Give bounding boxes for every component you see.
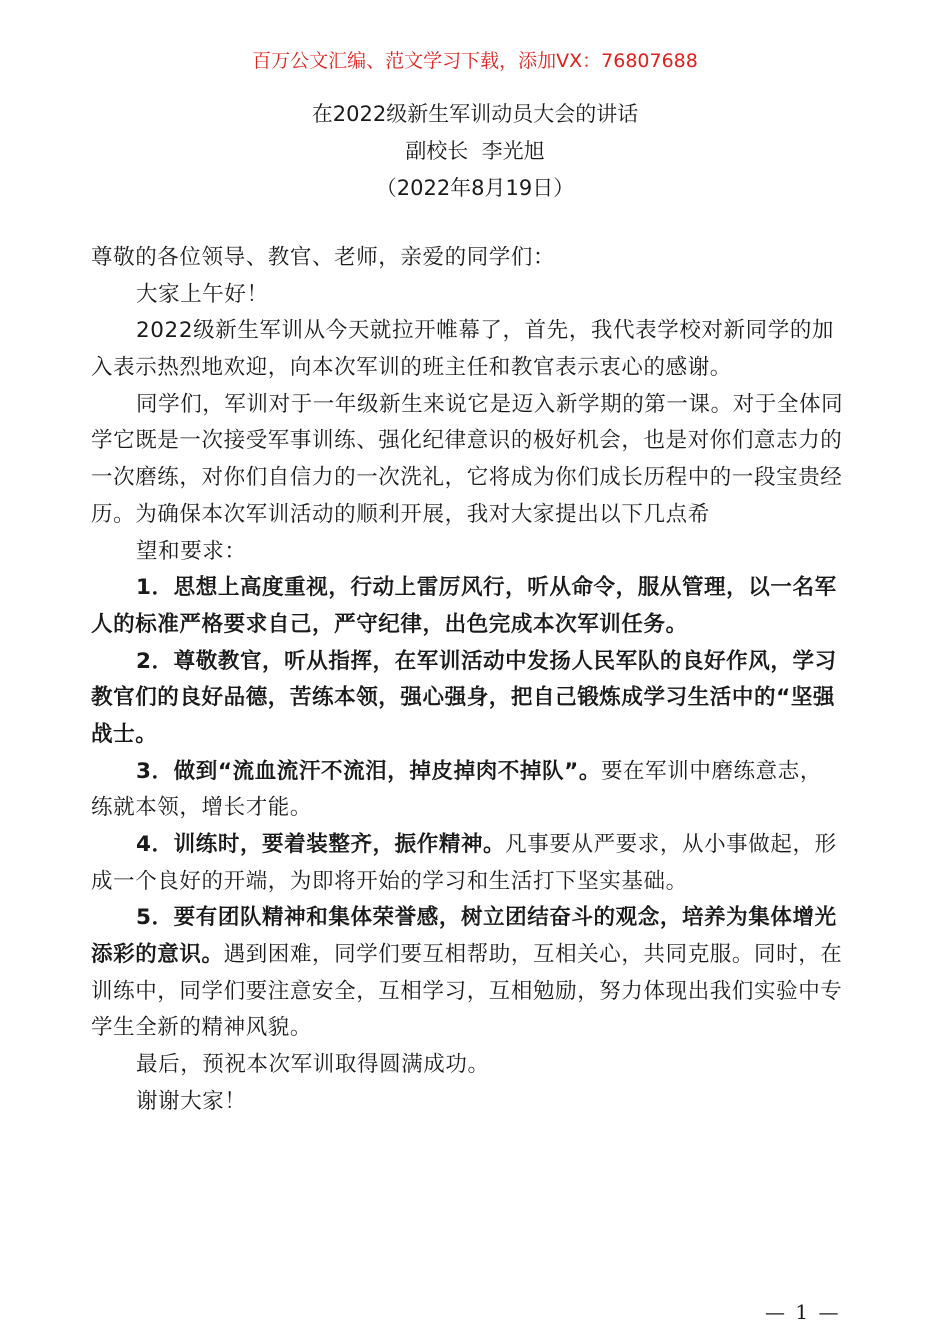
bold-text: 2．尊敬教官，听从指挥，在军训活动中发扬人民军队的良好作风，学习 — [136, 648, 837, 674]
text-line — [91, 497, 861, 534]
text-line — [91, 350, 861, 387]
text: 遇到困难，同学们要互相帮助，互相关心，共同克服。同时，在 — [223, 942, 843, 968]
text: 望和要求： — [136, 538, 247, 564]
bold-text: 添彩的意识。 — [91, 942, 224, 968]
text: 2022级新生军训从今天就拉开帷幕了，首先，我代表学校对新同学的加 — [136, 318, 835, 344]
text-line — [91, 313, 861, 350]
text-line — [91, 974, 861, 1011]
text-line — [91, 680, 861, 717]
bold-text: 3．做到“流血流汗不流泪，掉皮掉肉不掉队”。 — [136, 758, 601, 784]
text: 尊敬的各位领导、教官、老师，亲爱的同学们： — [91, 245, 556, 270]
text-line — [91, 240, 861, 277]
text-line — [91, 1084, 861, 1121]
text-line — [91, 900, 861, 937]
text-line — [91, 717, 861, 754]
text: 成一个良好的开端，为即将开始的学习和生活打下坚实基础。 — [91, 868, 688, 894]
text: 要在军训中磨练意志， — [600, 758, 822, 784]
bold-text: 教官们的良好品德，苦练本领，强心强身，把自己锻炼成学习生活中的“坚强 — [91, 685, 836, 711]
text-line — [91, 1010, 861, 1047]
text-line — [91, 827, 861, 864]
bold-text: 战士。 — [91, 721, 158, 747]
text-line — [91, 754, 861, 791]
text: 最后，预祝本次军训取得圆满成功。 — [136, 1052, 490, 1078]
text-line — [91, 790, 861, 827]
bold-text: 5．要有团队精神和集体荣誉感，树立团结奋斗的观念，培养为集体增光 — [136, 905, 837, 931]
speech-title: 在2022级新生军训动员大会的讲话 — [311, 102, 639, 126]
text: 入表示热烈地欢迎，向本次军训的班主任和教官表示衷心的感谢。 — [91, 355, 732, 381]
text: 大家上午好！ — [136, 281, 269, 307]
text-line — [91, 460, 861, 497]
speaker-line: 副校长 李光旭 — [405, 139, 545, 163]
text: 学生全新的精神风貌。 — [91, 1015, 313, 1041]
text: 同学们，军训对于一年级新生来说它是迈入新学期的第一课。对于全体同 — [136, 391, 844, 417]
text-line — [91, 387, 861, 424]
text-line — [91, 423, 861, 460]
text-line — [91, 607, 861, 644]
text: 历。为确保本次军训活动的顺利开展，我对大家提出以下几点希 — [91, 501, 710, 527]
text-line — [91, 570, 861, 607]
text-line — [91, 277, 861, 314]
text-line — [91, 534, 861, 571]
text: 学它既是一次接受军事训练、强化纪律意识的极好机会，也是对你们意志力的 — [91, 428, 843, 454]
text: 练就本领，增长才能。 — [91, 795, 313, 821]
text-line — [91, 1047, 861, 1084]
text: 凡事要从严要求，从小事做起，形 — [505, 832, 837, 857]
speech-body — [91, 240, 861, 1121]
text: 谢谢大家！ — [136, 1088, 247, 1114]
bold-text: 人的标准严格要求自己，严守纪律，出色完成本次军训任务。 — [91, 611, 688, 637]
speech-date: （2022年8月19日） — [375, 176, 575, 200]
watermark-banner: 百万公文汇编、范文学习下载，添加VX：76807688 — [252, 50, 698, 72]
text-line — [91, 864, 861, 901]
bold-text: 1．思想上高度重视，行动上雷厉风行，听从命令，服从管理，以一名军 — [136, 575, 837, 601]
text-line — [91, 644, 861, 681]
bold-text: 4．训练时，要着装整齐，振作精神。 — [136, 832, 506, 857]
page-number: — 1 — — [765, 1300, 841, 1324]
text: 一次磨练，对你们自信力的一次洗礼，它将成为你们成长历程中的一段宝贵经 — [91, 465, 843, 491]
text-line — [91, 937, 861, 974]
text: 训练中，同学们要注意安全，互相学习，互相勉励，努力体现出我们实验中专 — [91, 978, 843, 1004]
